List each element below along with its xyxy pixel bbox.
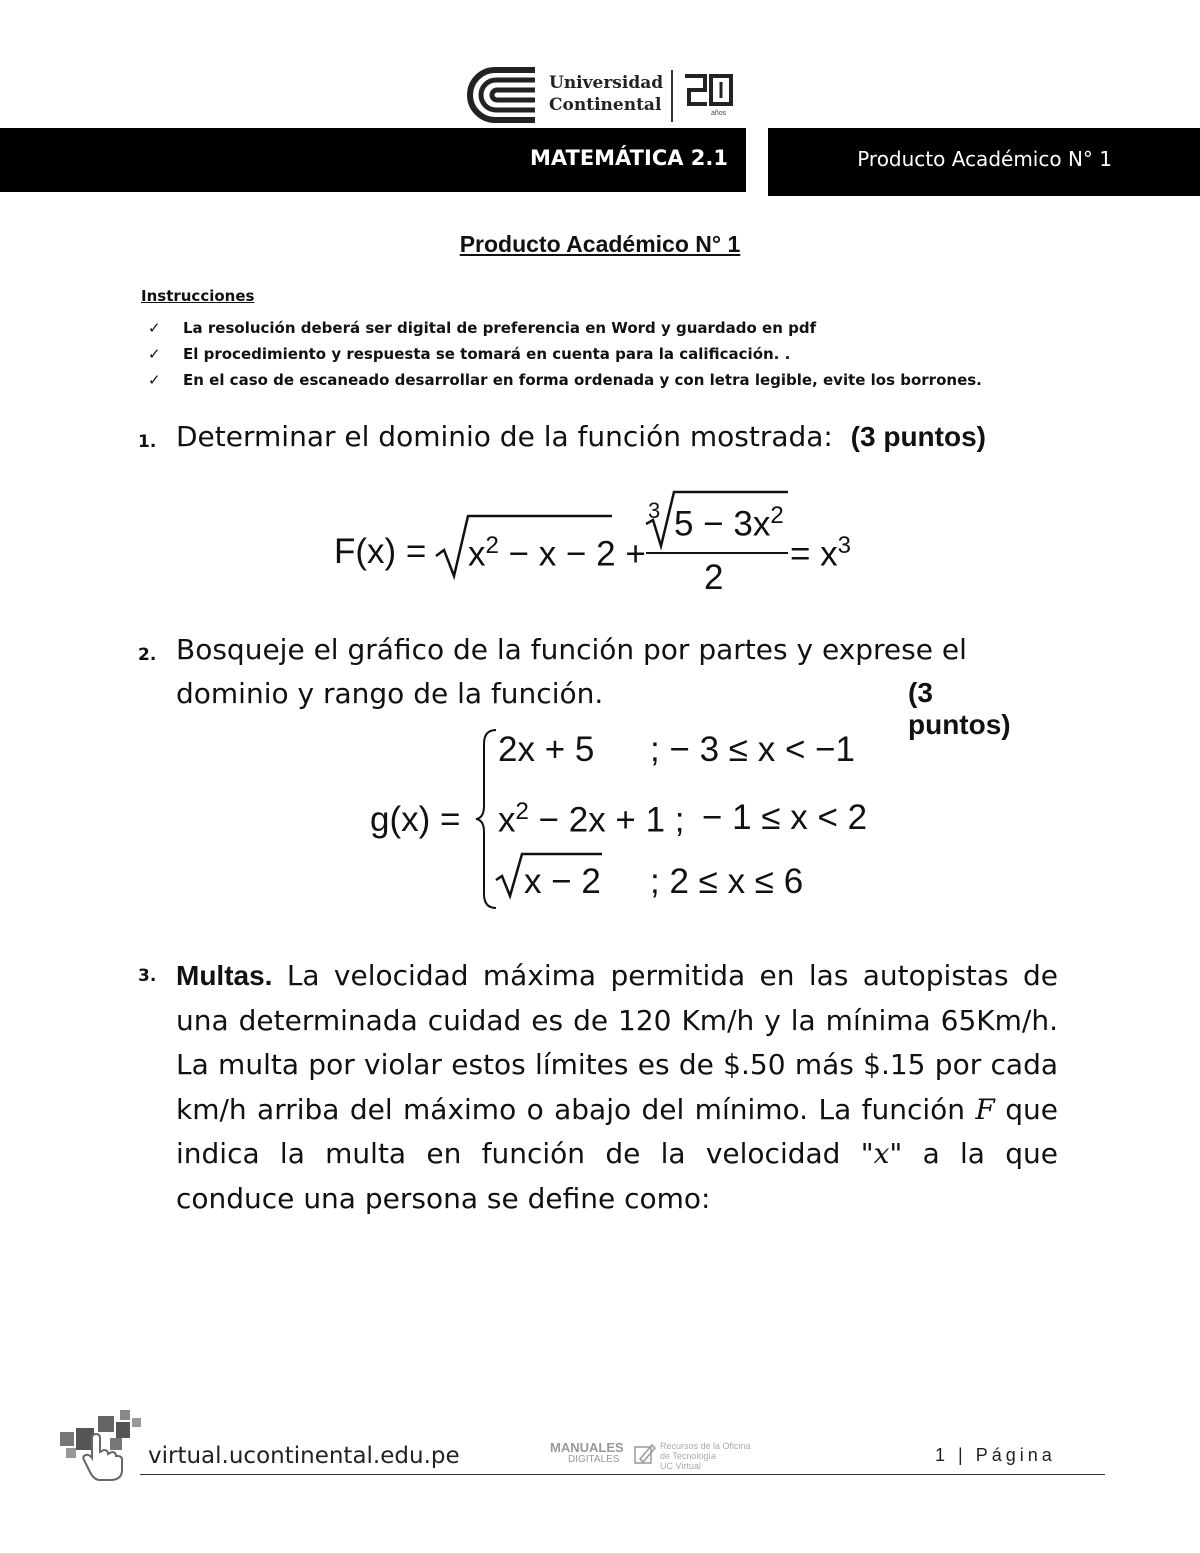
case3-condition: ; 2 ≤ x ≤ 6 [650, 862, 804, 901]
hand-pointer-logo-icon [58, 1408, 142, 1482]
logo-divider [671, 70, 673, 122]
case1-condition: ; − 3 ≤ x < −1 [650, 730, 856, 769]
formula-g [368, 726, 888, 912]
formula-f-denominator: 2 [704, 558, 724, 597]
question-number: 3. [138, 966, 157, 986]
manuales-digitales-logo: MANUALES DIGITALES Recursos de la Oficina de Tecnología UC Virtual [550, 1440, 751, 1471]
product-name: Producto Académico N° 1 [857, 147, 1112, 171]
formula-f-lhs: F(x) = [334, 532, 427, 571]
footer-url: virtual.ucontinental.edu.pe [148, 1443, 460, 1469]
course-bar [0, 128, 746, 192]
formula-f-cube-exp: 2 [770, 502, 784, 529]
question-bold-lead: Multas. [176, 960, 273, 991]
variable-f: F [975, 1092, 995, 1126]
case2-expression-b: − 2x + 1 ; [528, 800, 685, 840]
instruction-item: ✓ La resolución deberá ser digital de preferencia en Word y guardado en pdf [148, 315, 982, 341]
product-bar [768, 128, 1200, 196]
logo-line-universidad: Universidad [549, 73, 664, 93]
formula-g-lhs: g(x) = [370, 800, 461, 839]
instructions-list [148, 315, 982, 393]
formula-f-rhs: = x [790, 534, 838, 574]
question-text-line1: Bosqueje el gráfico de la función por partes y exprese el [176, 633, 967, 666]
question-points: (3 puntos) [908, 677, 1011, 740]
case1-expression: 2x + 5 [498, 730, 595, 769]
formula-f-sqrt-body: x [468, 534, 486, 574]
formula-f [330, 488, 870, 603]
question-number: 1. [138, 432, 157, 452]
footer-rule [140, 1474, 1105, 1475]
logo-line-continental: Continental [549, 95, 662, 115]
page-number: 1 | Página [935, 1445, 1056, 1465]
formula-f-rhs-exp: 3 [837, 532, 852, 559]
question-text: Determinar el dominio de la función mostrada: [176, 420, 833, 453]
continental-c-logo-icon [465, 66, 540, 124]
question-points: (3 puntos) [850, 421, 986, 452]
checkmark-icon: ✓ [148, 345, 161, 363]
case2-exponent: 2 [515, 798, 529, 825]
variable-x: x [873, 1137, 890, 1170]
question-text-line2: dominio y rango de la función. [176, 677, 604, 710]
checkmark-icon: ✓ [148, 371, 161, 389]
instruction-item: ✓ En el caso de escaneado desarrollar en forma ordenada y con letra legible, evite los borrones. [148, 367, 982, 393]
fraction-bar [646, 552, 788, 554]
page-title: Producto Académico N° 1 [459, 231, 741, 257]
formula-f-cube-body: 5 − 3x [674, 504, 771, 544]
formula-f-sqrt-exp: 2 [485, 532, 499, 559]
question-text: Multas. La velocidad máxima permitida en las autopistas de una determinada cuidad es de 120 Km/h y la mínima 65Km/h. La multa por violar estos límites es de $.50 más $.15 por cada km/h arriba del máximo o abajo del mínimo. La función F que indica la multa en función de la velocidad "x" a la que conduce una persona se define como: [176, 959, 1058, 1215]
cube-root-index: 3 [648, 498, 661, 523]
case2-expression-a: x [498, 800, 516, 840]
checkmark-icon: ✓ [148, 319, 161, 337]
case3-expression: x − 2 [524, 862, 601, 901]
twenty-years-icon [683, 72, 735, 108]
formula-f-sqrt-rest: − x − 2 + [498, 534, 646, 574]
case2-condition: − 1 ≤ x < 2 [702, 798, 868, 837]
course-name: MATEMÁTICA 2.1 [529, 146, 728, 170]
logo-years-label: años [711, 110, 727, 117]
instruction-item: ✓ El procedimiento y respuesta se tomará en cuenta para la calificación. . [148, 341, 982, 367]
pencil-box-icon [634, 1443, 656, 1465]
instructions-heading: Instrucciones [141, 287, 255, 305]
question-number: 2. [138, 645, 157, 665]
university-logo [465, 66, 740, 126]
